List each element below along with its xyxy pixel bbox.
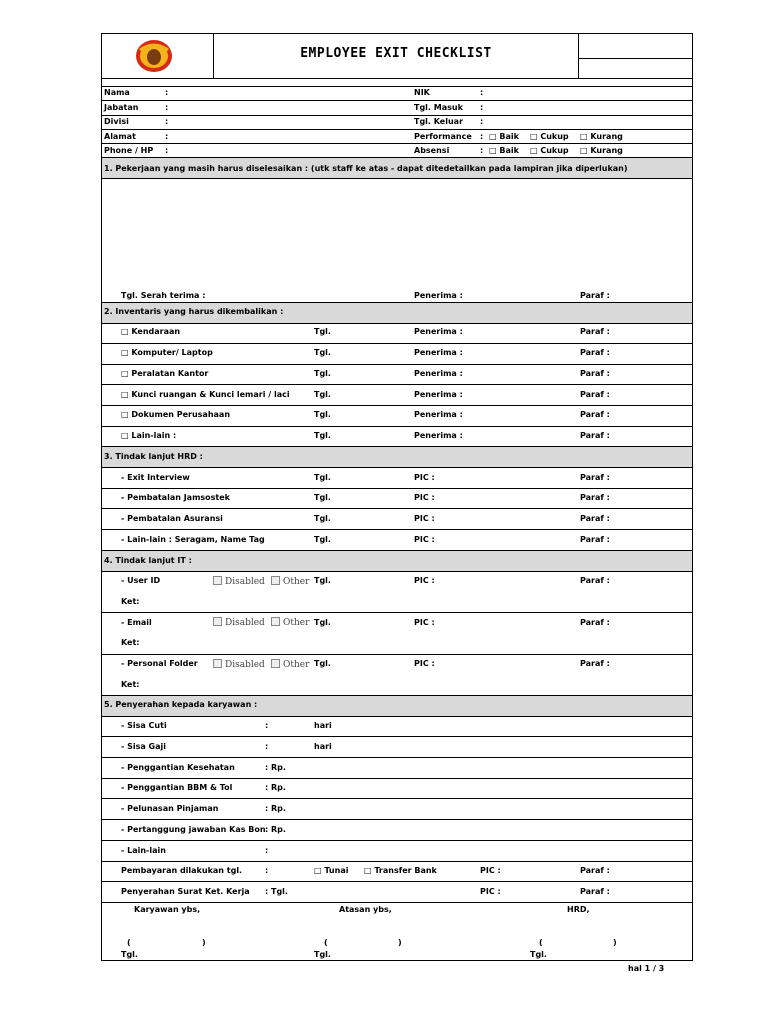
paraf-label: Paraf : (580, 618, 610, 627)
tgl-label: Tgl. (121, 950, 138, 959)
ket-label: Ket: (121, 597, 140, 606)
row-line (101, 529, 693, 530)
inventaris-item[interactable]: □ Dokumen Perusahaan (121, 410, 231, 419)
signature-karyawan: Karyawan ybs, (134, 905, 201, 914)
penerima-label: Penerima : (414, 291, 463, 300)
rp-label: : Rp. (265, 783, 286, 792)
paren-open: ( (127, 938, 131, 947)
tgl-label: Tgl. (314, 473, 331, 482)
paraf-label: Paraf : (580, 866, 610, 875)
tgl-label: Tgl. (314, 535, 331, 544)
paren-open: ( (324, 938, 328, 947)
inventaris-item[interactable]: □ Kendaraan (121, 327, 181, 336)
pic-label: PIC : (414, 618, 435, 627)
paraf-label: Paraf : (580, 348, 610, 357)
performance-kurang-option[interactable]: □ Kurang (580, 132, 623, 141)
pic-label: PIC : (414, 514, 435, 523)
label-divisi: Divisi (104, 117, 129, 126)
row-line (101, 426, 693, 427)
penerima-label: Penerima : (414, 390, 463, 399)
colon: : (165, 146, 169, 155)
company-logo (134, 38, 174, 74)
row-line (101, 178, 693, 179)
colon: : (165, 117, 169, 126)
paraf-label: Paraf : (580, 576, 610, 585)
header-bottom (101, 78, 693, 79)
hrd-item: - Pembatalan Asuransi (121, 514, 223, 523)
tgl-label: Tgl. (314, 514, 331, 523)
tgl-label: Tgl. (530, 950, 547, 959)
checkbox-icon (271, 576, 280, 585)
code-box-split (578, 58, 693, 59)
tgl-label: Tgl. (314, 369, 331, 378)
paraf-label: Paraf : (580, 390, 610, 399)
inventaris-item[interactable]: □ Komputer/ Laptop (121, 348, 213, 357)
paraf-label: Paraf : (580, 291, 610, 300)
row-line (101, 405, 693, 406)
pembayaran-label: Pembayaran dilakukan tgl. (121, 866, 243, 875)
disabled-checkbox[interactable] (213, 576, 265, 587)
colon: : (165, 132, 169, 141)
checkbox-icon (271, 617, 280, 626)
row-line (101, 488, 693, 489)
row-line (101, 571, 693, 572)
tunai-option[interactable]: □ Tunai (314, 866, 349, 875)
row-line (101, 778, 693, 779)
signature-atasan: Atasan ybs, (339, 905, 392, 914)
colon: : (480, 103, 484, 112)
row-line (101, 100, 693, 101)
paren-close: ) (613, 938, 617, 947)
hari-label: hari (314, 742, 332, 751)
rp-label: : Rp. (265, 804, 286, 813)
tgl-label: Tgl. (314, 390, 331, 399)
hrd-item: - Lain-lain : Seragam, Name Tag (121, 535, 265, 544)
pic-label: PIC : (414, 659, 435, 668)
row-line (101, 654, 693, 655)
pic-label: PIC : (480, 887, 501, 896)
label-phone: Phone / HP (104, 146, 154, 155)
row-line (101, 384, 693, 385)
paraf-label: Paraf : (580, 535, 610, 544)
rp-label: : Rp. (265, 825, 286, 834)
paren-open: ( (539, 938, 543, 947)
absensi-baik-option[interactable]: □ Baik (489, 146, 519, 155)
other-label: Other (283, 618, 310, 628)
row-line (101, 508, 693, 509)
pic-label: PIC : (414, 473, 435, 482)
tgl-label: Tgl. (314, 493, 331, 502)
label-tgl-keluar: Tgl. Keluar (414, 117, 464, 126)
tgl-label: Tgl. (314, 410, 331, 419)
colon: : (480, 132, 484, 141)
tgl-label: Tgl. (314, 576, 331, 585)
section-3-title: 3. Tindak lanjut HRD : (104, 452, 203, 461)
spacer-line (101, 86, 693, 87)
label-tgl-masuk: Tgl. Masuk (414, 103, 463, 112)
other-checkbox[interactable] (271, 576, 309, 587)
paren-close: ) (398, 938, 402, 947)
row-line (101, 819, 693, 820)
row-line (101, 736, 693, 737)
row-line (101, 115, 693, 116)
rp-label: : Rp. (265, 763, 286, 772)
tgl-label: : Tgl. (265, 887, 288, 896)
hrd-item: - Exit Interview (121, 473, 190, 482)
sisa-gaji-label: - Sisa Gaji (121, 742, 167, 751)
hrd-item: - Pembatalan Jamsostek (121, 493, 230, 502)
pic-label: PIC : (414, 576, 435, 585)
other-checkbox[interactable] (271, 617, 309, 628)
tgl-label: Tgl. (314, 327, 331, 336)
pic-label: PIC : (480, 866, 501, 875)
serah-terima-label: Tgl. Serah terima : (121, 291, 206, 300)
ket-label: Ket: (121, 638, 140, 647)
disabled-label: Disabled (225, 660, 265, 670)
row-line (101, 881, 693, 882)
code-divider (578, 33, 579, 78)
penerima-label: Penerima : (414, 348, 463, 357)
label-performance: Performance (414, 132, 472, 141)
penerima-label: Penerima : (414, 369, 463, 378)
checkbox-icon (213, 576, 222, 585)
paraf-label: Paraf : (580, 659, 610, 668)
colon: : (265, 866, 269, 875)
row-line (101, 143, 693, 144)
colon: : (480, 88, 484, 97)
other-label: Other (283, 660, 310, 670)
label-nik: NIK (414, 88, 430, 97)
hari-label: hari (314, 721, 332, 730)
disabled-checkbox[interactable] (213, 617, 265, 628)
tgl-label: Tgl. (314, 950, 331, 959)
paraf-label: Paraf : (580, 327, 610, 336)
paraf-label: Paraf : (580, 431, 610, 440)
section-5-title: 5. Penyerahan kepada karyawan : (104, 700, 258, 709)
inventaris-item[interactable]: □ Kunci ruangan & Kunci lemari / laci (121, 390, 290, 399)
inventaris-item[interactable]: □ Lain-lain : (121, 431, 177, 440)
other-label: Other (283, 577, 310, 587)
row-line (101, 467, 693, 468)
pelunasan-pinjaman-label: - Pelunasan Pinjaman (121, 804, 219, 813)
colon: : (265, 721, 269, 730)
disabled-label: Disabled (225, 618, 265, 628)
row-line (101, 343, 693, 344)
tgl-label: Tgl. (314, 348, 331, 357)
sisa-cuti-label: - Sisa Cuti (121, 721, 167, 730)
surat-ket-kerja-label: Penyerahan Surat Ket. Kerja (121, 887, 250, 896)
colon: : (480, 146, 484, 155)
paren-close: ) (202, 938, 206, 947)
row-line (101, 716, 693, 717)
paraf-label: Paraf : (580, 887, 610, 896)
colon: : (165, 103, 169, 112)
absensi-kurang-option[interactable]: □ Kurang (580, 146, 623, 155)
paraf-label: Paraf : (580, 514, 610, 523)
pic-label: PIC : (414, 535, 435, 544)
row-line (101, 798, 693, 799)
performance-cukup-option[interactable]: □ Cukup (530, 132, 569, 141)
label-absensi: Absensi (414, 146, 450, 155)
checkbox-icon (213, 659, 222, 668)
label-jabatan: Jabatan (104, 103, 139, 112)
tgl-label: Tgl. (314, 618, 331, 627)
tgl-label: Tgl. (314, 659, 331, 668)
tgl-label: Tgl. (314, 431, 331, 440)
row-line (101, 902, 693, 903)
label-nama: Nama (104, 88, 130, 97)
penerima-label: Penerima : (414, 431, 463, 440)
transfer-bank-option[interactable]: □ Transfer Bank (364, 866, 437, 875)
row-line (101, 364, 693, 365)
page-title: EMPLOYEE EXIT CHECKLIST (300, 46, 492, 61)
paraf-label: Paraf : (580, 410, 610, 419)
row-line (101, 323, 693, 324)
signature-hrd: HRD, (567, 905, 590, 914)
label-alamat: Alamat (104, 132, 136, 141)
it-item-user-id: - User ID (121, 576, 161, 585)
kas-bon-label: - Pertanggung jawaban Kas Bon (121, 825, 266, 834)
page-number: hal 1 / 3 (628, 964, 665, 973)
paraf-label: Paraf : (580, 473, 610, 482)
pic-label: PIC : (414, 493, 435, 502)
row-line (101, 840, 693, 841)
colon: : (165, 88, 169, 97)
performance-baik-option[interactable]: □ Baik (489, 132, 519, 141)
disabled-checkbox[interactable] (213, 659, 265, 670)
ket-label: Ket: (121, 680, 140, 689)
penggantian-kesehatan-label: - Penggantian Kesehatan (121, 763, 235, 772)
row-line (101, 612, 693, 613)
row-line (101, 129, 693, 130)
colon: : (265, 846, 269, 855)
absensi-cukup-option[interactable]: □ Cukup (530, 146, 569, 155)
row-line (101, 861, 693, 862)
other-checkbox[interactable] (271, 659, 309, 670)
penerima-label: Penerima : (414, 327, 463, 336)
colon: : (265, 742, 269, 751)
disabled-label: Disabled (225, 577, 265, 587)
checkbox-icon (213, 617, 222, 626)
penerima-label: Penerima : (414, 410, 463, 419)
section-4-title: 4. Tindak lanjut IT : (104, 556, 192, 565)
it-item-personal-folder: - Personal Folder (121, 659, 198, 668)
paraf-label: Paraf : (580, 493, 610, 502)
inventaris-item[interactable]: □ Peralatan Kantor (121, 369, 209, 378)
section-1-title: 1. Pekerjaan yang masih harus diselesaikan : (utk staff ke atas - dapat ditedetailkan pada lampiran jika diperlukan) (104, 164, 628, 173)
penggantian-bbm-label: - Penggantian BBM & Tol (121, 783, 233, 792)
paraf-label: Paraf : (580, 369, 610, 378)
row-line (101, 757, 693, 758)
it-item-email: - Email (121, 618, 152, 627)
lain-lain-label: - Lain-lain (121, 846, 166, 855)
colon: : (480, 117, 484, 126)
section-2-title: 2. Inventaris yang harus dikembalikan : (104, 307, 284, 316)
checkbox-icon (271, 659, 280, 668)
